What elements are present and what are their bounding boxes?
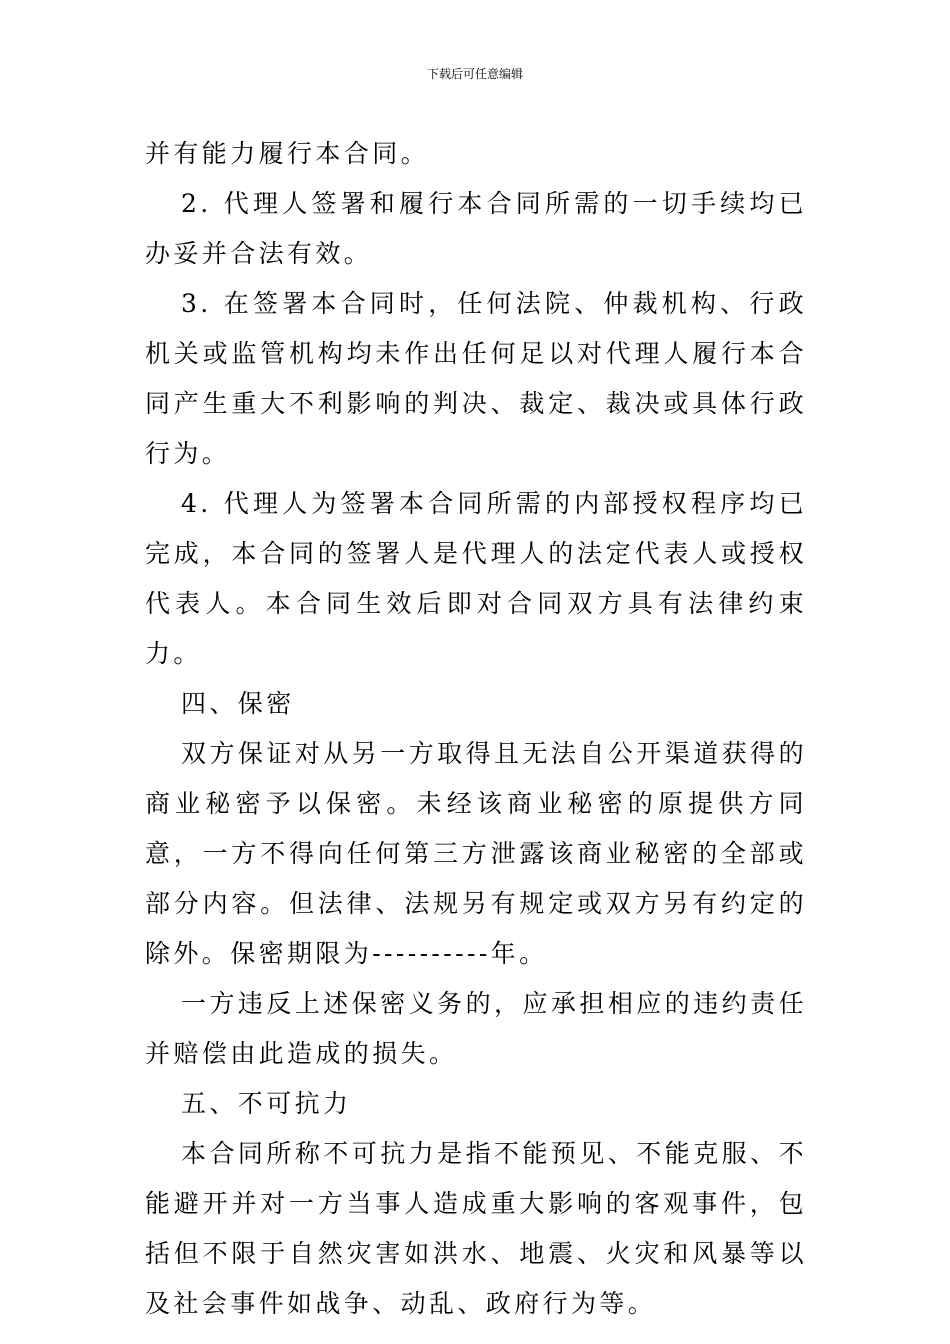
paragraph-item-3: 3. 在签署本合同时，任何法院、仲裁机构、行政机关或监管机构均未作出任何足以对代理人履行本合同产生重大不利影响的判决、裁定、裁决或具体行政行为。 xyxy=(145,289,807,468)
section-heading-confidentiality: 四、保密 xyxy=(181,689,295,718)
paragraph-item-2: 2. 代理人签署和履行本合同所需的一切手续均已办妥并合法有效。 xyxy=(145,189,807,268)
document-body xyxy=(145,129,807,1329)
paragraph-force-majeure-definition: 本合同所称不可抗力是指不能预见、不能克服、不能避开并对一方当事人造成重大影响的客观事件，包括但不限于自然灾害如洪水、地震、火灾和风暴等以及社会事件如战争、动乱、政府行为等。 xyxy=(145,1139,807,1318)
page-header-note: 下载后可任意编辑 xyxy=(426,67,523,81)
section-heading-force-majeure: 五、不可抗力 xyxy=(181,1089,352,1118)
paragraph-item-4: 4. 代理人为签署本合同所需的内部授权程序均已完成，本合同的签署人是代理人的法定代表人或授权代表人。本合同生效后即对合同双方具有法律约束力。 xyxy=(145,489,807,668)
paragraph-confidentiality-terms: 双方保证对从另一方取得且无法自公开渠道获得的商业秘密予以保密。未经该商业秘密的原提供方同意，一方不得向任何第三方泄露该商业秘密的全部或部分内容。但法律、法规另有规定或双方另有约定的除外。保密期限为----------年。 xyxy=(145,739,807,968)
paragraph-confidentiality-breach: 一方违反上述保密义务的，应承担相应的违约责任并赔偿由此造成的损失。 xyxy=(145,989,807,1068)
paragraph-continuation: 并有能力履行本合同。 xyxy=(145,139,430,168)
